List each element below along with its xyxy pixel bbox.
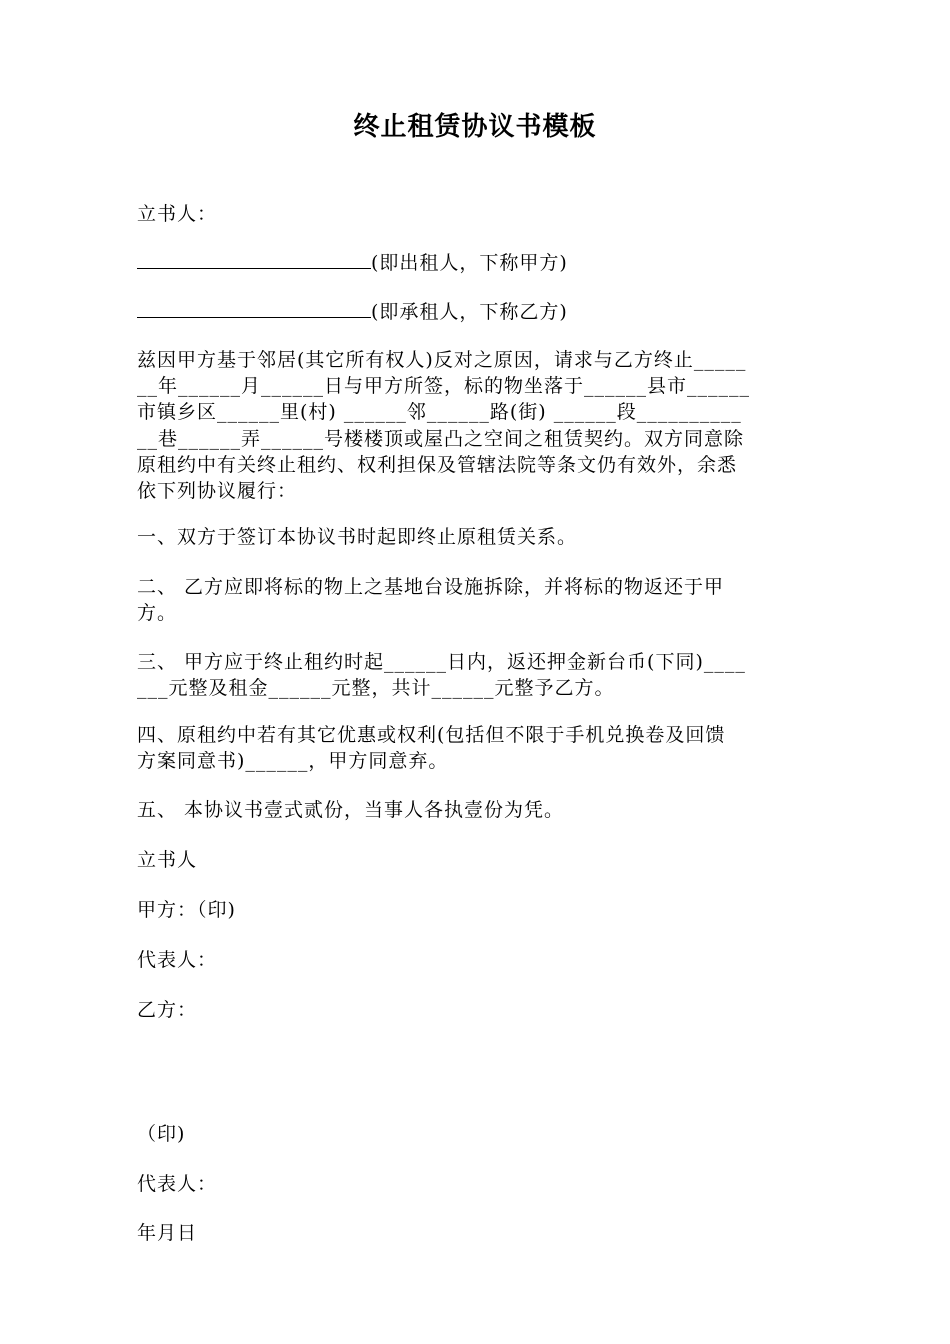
date-label: 年月日	[137, 1222, 198, 1244]
clause-5: 五、 本协议书壹式贰份，当事人各执壹份为凭。	[137, 799, 565, 821]
lessor-line-text: (即出租人，下称甲方)	[371, 252, 568, 274]
representative-a-label: 代表人：	[137, 949, 218, 971]
clause-3: 三、 甲方应于终止租约时起______日内，返还押金新台币(下同)____ ___元整及租金______元整，共计______元整予乙方。	[137, 651, 746, 699]
intro-label: 立书人：	[137, 203, 218, 225]
party-a-label: 甲方：（印)	[137, 899, 236, 921]
clause-1: 一、双方于签订本协议书时起即终止原租赁关系。	[137, 526, 578, 548]
representative-b-label: 代表人：	[137, 1173, 218, 1195]
lessor-name-blank[interactable]	[137, 250, 371, 269]
lessor-line	[137, 250, 817, 276]
signatory-label: 立书人	[137, 849, 198, 871]
party-b-seal: （印)	[137, 1123, 186, 1145]
clause-4: 四、原租约中若有其它优惠或权利(包括但不限于手机兑换卷及回馈 方案同意书)______，甲方同意弃。	[137, 724, 726, 772]
lessee-line-text: (即承租人，下称乙方)	[371, 301, 568, 323]
clause-2: 二、 乙方应即将标的物上之基地台设施拆除，并将标的物返还于甲 方。	[137, 576, 725, 624]
lessee-name-blank[interactable]	[137, 299, 371, 318]
document-title: 终止租赁协议书模板	[353, 112, 597, 142]
preamble-paragraph: 兹因甲方基于邻居(其它所有权人)反对之原因，请求与乙方终止_____ __年______月______日与甲方所签，标的物坐落于______县市______ 市镇乡区______里(村) ______邻______路(街) ______段__________ __巷______弄______号楼楼顶或屋凸之空间之租赁契约。双方同意除 原租约中有关终止租约、权利担保及管辖法院等条文仍有效外，余悉 依下列协议履行：	[137, 349, 751, 503]
lessee-line	[137, 299, 817, 325]
party-b-label: 乙方：	[137, 999, 198, 1021]
